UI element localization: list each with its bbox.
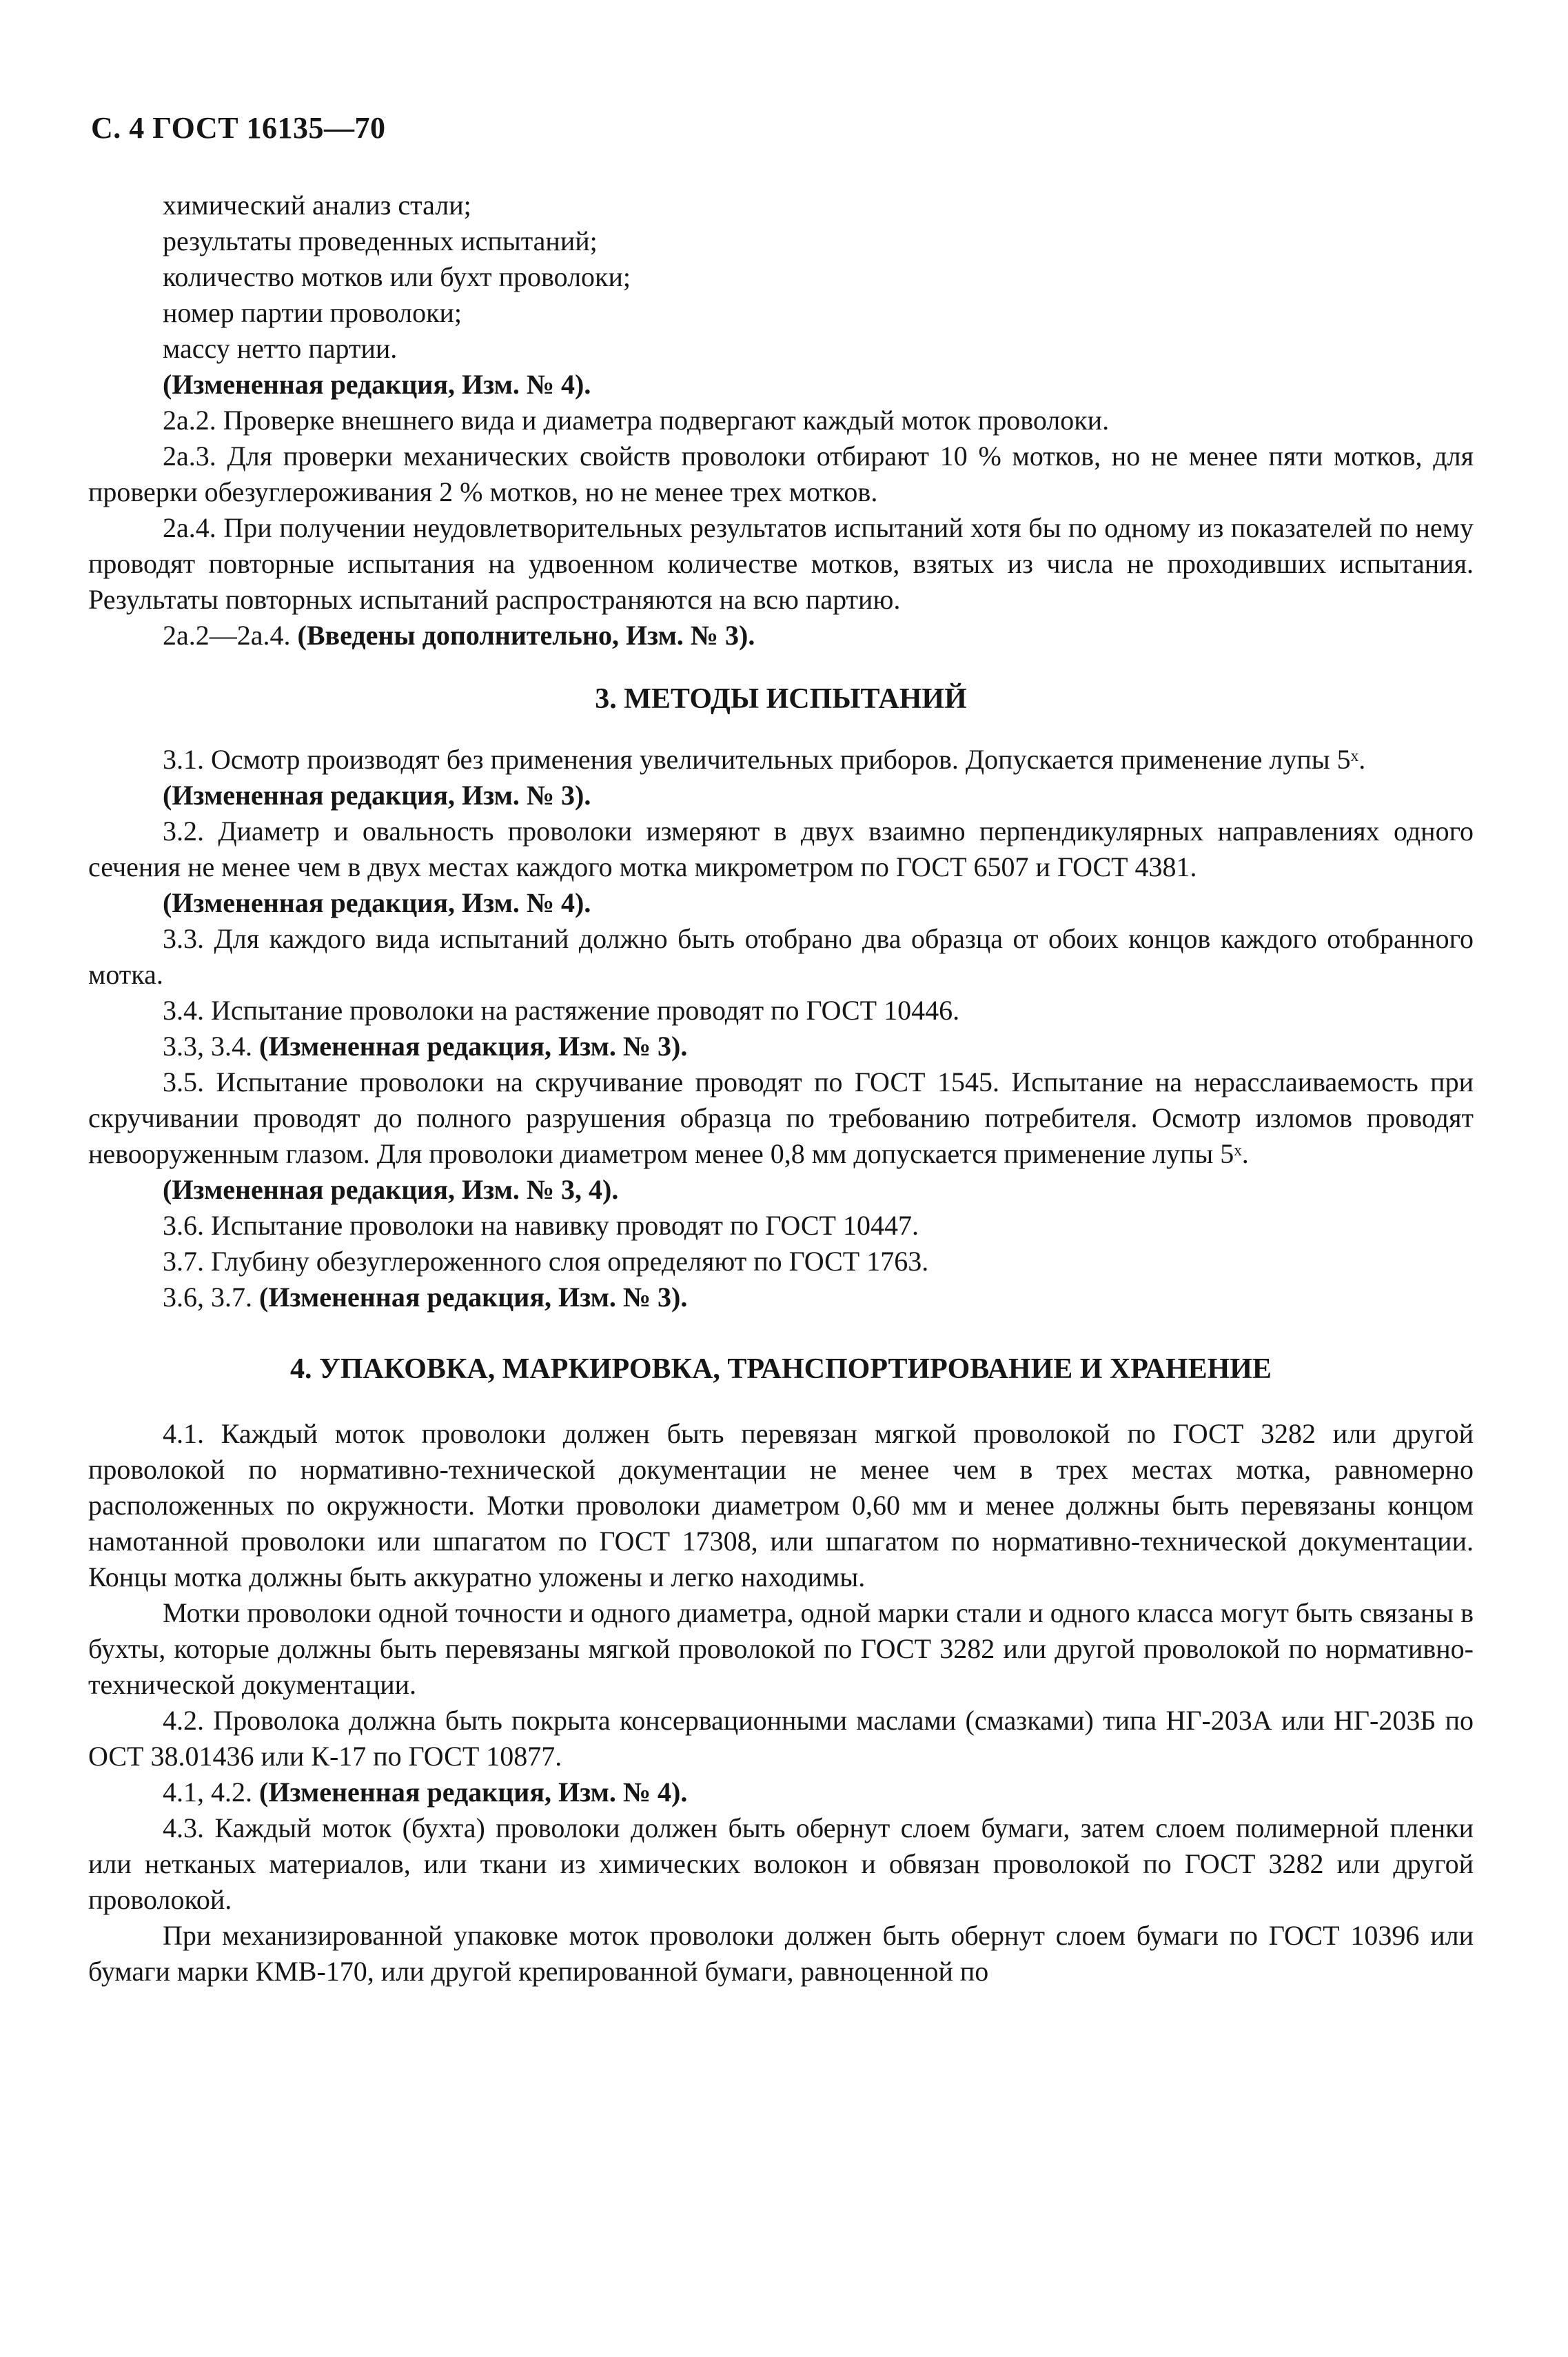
list-item: массу нетто партии.	[163, 333, 398, 364]
list-item: химический анализ стали;	[163, 190, 471, 221]
paragraph-4-3: 4.3. Каждый моток (бухта) проволоки должен быть обернут слоем бумаги, затем слоем полимерной пленки или нетканых материалов, или ткани из химических волокон и обвязан проволокой по ГОСТ 3282 или другой проволокой.	[88, 1812, 1474, 1915]
paragraph-3-4: 3.4. Испытание проволоки на растяжение проводят по ГОСТ 10446.	[163, 995, 960, 1026]
paragraph-3-5: 3.5. Испытание проволоки на скручивание проводят по ГОСТ 1545. Испытание на нерасслаиваемость при скручивании проводят до полного разрушения образца по требованию потребителя. Осмотр изломов проводят невооруженным глазом. Для проволоки диаметром менее 0,8 мм допускается применение лупы 5ˣ.	[88, 1066, 1474, 1169]
amendment-note	[88, 1279, 1474, 1315]
amendment-note	[88, 1029, 1474, 1064]
running-header: С. 4 ГОСТ 16135—70	[91, 111, 386, 145]
amendment-note	[88, 618, 1474, 654]
paragraph-4-2: 4.2. Проволока должна быть покрыта консервационными маслами (смазками) типа НГ-203А или НГ-203Б по ОСТ 38.01436 или К-17 по ГОСТ 10877.	[88, 1705, 1474, 1772]
paragraph-4-1: 4.1. Каждый моток проволоки должен быть перевязан мягкой проволокой по ГОСТ 3282 или другой проволокой по нормативно-технической документации не менее чем в трех местах мотка, равномерно расположенных по окружности. Мотки проволоки диаметром 0,60 мм и менее должны быть перевязаны концом намотанной проволоки или шпагатом по ГОСТ 17308, или шпагатом по нормативно-технической документации. Концы мотка должны быть аккуратно уложены и легко находимы.	[88, 1418, 1474, 1592]
paragraph-3-6: 3.6. Испытание проволоки на навивку проводят по ГОСТ 10447.	[163, 1210, 919, 1241]
amendment-ref: 2а.2—2а.4.	[163, 620, 298, 651]
list-item: количество мотков или бухт проволоки;	[163, 261, 631, 292]
amendment-text: (Измененная редакция, Изм. № 4).	[259, 1777, 688, 1808]
amendment-note: (Измененная редакция, Изм. № 4).	[163, 887, 591, 918]
amendment-ref: 3.3, 3.4.	[163, 1031, 259, 1062]
paragraph-2a2: 2а.2. Проверке внешнего вида и диаметра подвергают каждый моток проволоки.	[163, 405, 1110, 436]
amendment-note: (Измененная редакция, Изм. № 4).	[163, 369, 591, 400]
paragraph-3-3: 3.3. Для каждого вида испытаний должно быть отобрано два образца от обоих концов каждого отобранного мотка.	[88, 923, 1474, 990]
section-4-title: 4. УПАКОВКА, МАРКИРОВКА, ТРАНСПОРТИРОВАНИЕ И ХРАНЕНИЕ	[290, 1353, 1272, 1385]
amendment-note: (Измененная редакция, Изм. № 3, 4).	[163, 1174, 619, 1205]
amendment-text: (Измененная редакция, Изм. № 3).	[259, 1282, 688, 1313]
paragraph-4-3-continued: При механизированной упаковке моток проволоки должен быть обернут слоем бумаги по ГОСТ 10396 или бумаги марки КМВ-170, или другой крепированной бумаги, равноценной по	[88, 1920, 1474, 1987]
list-item: результаты проведенных испытаний;	[163, 225, 598, 256]
amendment-ref: 3.6, 3.7.	[163, 1282, 259, 1313]
paragraph-2a3: 2а.3. Для проверки механических свойств проволоки отбирают 10 % мотков, но не менее пяти мотков, для проверки обезуглероживания 2 % мотков, но не менее трех мотков.	[88, 441, 1474, 507]
paragraph-3-1: 3.1. Осмотр производят без применения увеличительных приборов. Допускается применение лупы 5ˣ.	[163, 744, 1366, 775]
list-item: номер партии проволоки;	[163, 297, 462, 328]
paragraph-3-7: 3.7. Глубину обезуглероженного слоя определяют по ГОСТ 1763.	[163, 1246, 929, 1277]
paragraph-3-2: 3.2. Диаметр и овальность проволоки измеряют в двух взаимно перпендикулярных направлениях одного сечения не менее чем в двух местах каждого мотка микрометром по ГОСТ 6507 и ГОСТ 4381.	[88, 816, 1474, 882]
paragraph-2a4: 2а.4. При получении неудовлетворительных результатов испытаний хотя бы по одному из показателей по нему проводят повторные испытания на удвоенном количестве мотков, взятых из числа не проходивших испытания. Результаты повторных испытаний распространяются на всю партию.	[88, 512, 1474, 615]
amendment-note: (Измененная редакция, Изм. № 3).	[163, 780, 591, 811]
document-body	[88, 188, 1474, 1990]
amendment-note	[88, 1774, 1474, 1810]
section-3-title: 3. МЕТОДЫ ИСПЫТАНИЙ	[595, 683, 967, 715]
amendment-ref: 4.1, 4.2.	[163, 1777, 259, 1808]
amendment-text: (Измененная редакция, Изм. № 3).	[259, 1031, 688, 1062]
paragraph-4-1-continued: Мотки проволоки одной точности и одного диаметра, одной марки стали и одного класса могут быть связаны в бухты, которые должны быть перевязаны мягкой проволокой по ГОСТ 3282 или другой проволокой по нормативно-технической документации.	[88, 1597, 1474, 1700]
amendment-text: (Введены дополнительно, Изм. № 3).	[297, 620, 755, 651]
